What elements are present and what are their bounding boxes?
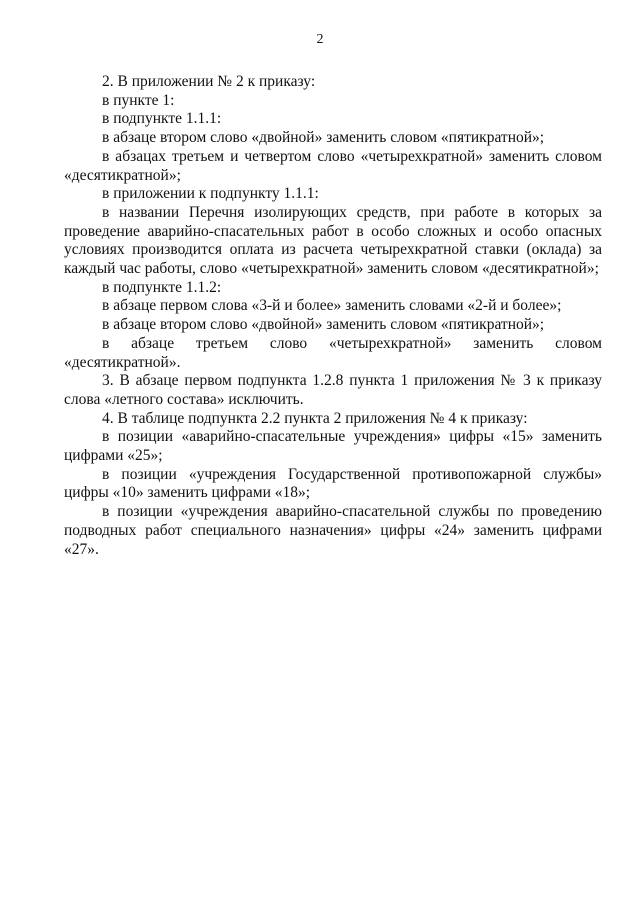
paragraph-amendment: в позиции «аварийно-спасательные учреждения» цифры «15» заменить цифрами «25»; [64, 428, 602, 465]
paragraph-amendment: в названии Перечня изолирующих средств, при работе в которых за проведение аварийно-спасательных работ в особо сложных и особо опасных условиях производится оплата из расчета четырехкратной ставки (оклада) за каждый час работы, слово «четырехкратной» заменить словом «десятикратной»; [64, 203, 602, 278]
paragraph-item-2: 2. В приложении № 2 к приказу: [102, 73, 316, 90]
paragraph-amendment: в абзаце третьем слово «четырехкратной» заменить словом «десятикратной». [64, 334, 602, 371]
paragraph-amendment: в абзаце втором слово «двойной» заменить словом «пятикратной»; [102, 316, 545, 334]
document-body [64, 73, 602, 559]
page-number: 2 [316, 32, 324, 47]
paragraph-subpoint-1-1-2: в подпункте 1.1.2: [102, 278, 222, 296]
paragraph-amendment: в абзаце первом слова «3-й и более» заменить словами «2-й и более»; [102, 297, 562, 315]
paragraph-subpoint-1-1-1: в подпункте 1.1.1: [102, 110, 222, 128]
paragraph-amendment: в абзаце втором слово «двойной» заменить словом «пятикратной»; [102, 129, 545, 147]
paragraph-annex-subpoint: в приложении к подпункту 1.1.1: [102, 185, 319, 203]
paragraph-item-4: 4. В таблице подпункта 2.2 пункта 2 приложения № 4 к приказу: [102, 409, 528, 427]
paragraph-amendment: в абзацах третьем и четвертом слово «четырехкратной» заменить словом «десятикратной»; [64, 147, 602, 184]
paragraph-amendment: в позиции «учреждения аварийно-спасательной службы по проведению подводных работ специального назначения» цифры «24» заменить цифрами «27». [64, 503, 602, 558]
paragraph-point-1: в пункте 1: [102, 91, 175, 109]
paragraph-item-3: 3. В абзаце первом подпункта 1.2.8 пункта 1 приложения № 3 к приказу слова «летного состава» исключить. [64, 372, 602, 408]
paragraph-amendment: в позиции «учреждения Государственной противопожарной службы» цифры «10» заменить цифрами «18»; [64, 465, 602, 502]
